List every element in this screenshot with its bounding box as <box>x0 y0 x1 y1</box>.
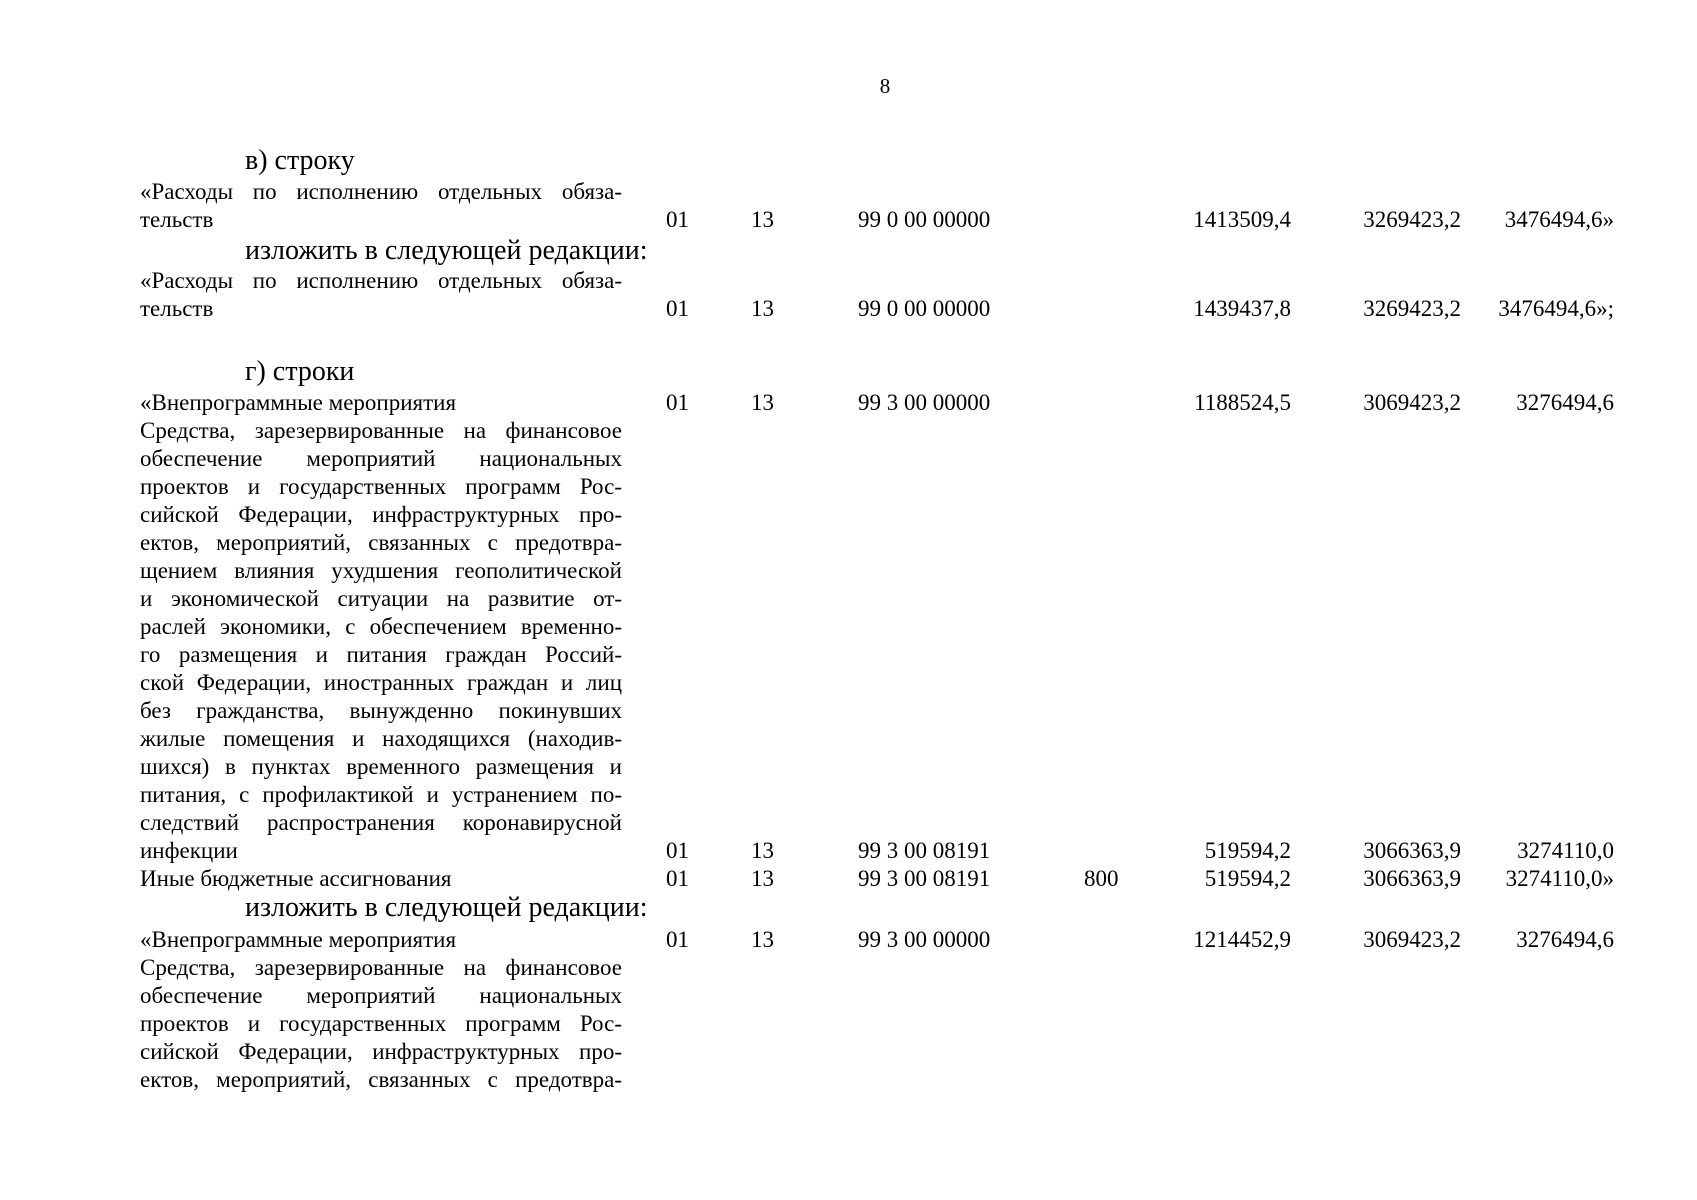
target-article-code: 99 0 00 00000 <box>858 207 991 232</box>
subsection-code: 13 <box>751 838 774 863</box>
amount-2: 3269423,2 <box>1363 207 1461 232</box>
heading-g: г) строки <box>245 356 355 387</box>
amount-2: 3069423,2 <box>1363 390 1461 415</box>
section-code: 01 <box>666 927 689 952</box>
name-line: «Расходы по исполнению отдельных обяза- <box>140 268 622 293</box>
amount-3: 3274110,0» <box>1505 866 1614 891</box>
name-line: и экономической ситуации на развитие от- <box>140 586 622 611</box>
target-article-code: 99 3 00 00000 <box>858 927 991 952</box>
name-line: «Расходы по исполнению отдельных обяза- <box>140 179 622 204</box>
amount-3: 3274110,0 <box>1517 838 1614 863</box>
section-code: 01 <box>666 838 689 863</box>
target-article-code: 99 3 00 00000 <box>858 390 991 415</box>
target-article-code: 99 3 00 08191 <box>858 838 991 863</box>
name-line: проектов и государственных программ Рос- <box>140 474 622 499</box>
name-line: тельств <box>140 296 214 321</box>
name-line: сийской Федерации, инфраструктурных про- <box>140 1039 622 1064</box>
amount-1: 519594,2 <box>1204 866 1291 891</box>
amount-3: 3276494,6 <box>1516 927 1614 952</box>
heading-v: в) строку <box>245 145 355 176</box>
amount-1: 519594,2 <box>1204 838 1291 863</box>
amount-2: 3066363,9 <box>1363 866 1461 891</box>
name-line: тельств <box>140 207 214 232</box>
replace-heading: изложить в следующей редакции: <box>245 892 648 923</box>
amount-2: 3069423,2 <box>1363 927 1461 952</box>
name-line: следствий распространения коронавирусной <box>140 810 622 835</box>
name-line: проектов и государственных программ Рос- <box>140 1011 622 1036</box>
target-article-code: 99 3 00 08191 <box>858 866 991 891</box>
amount-3: 3276494,6 <box>1516 390 1614 415</box>
name-line: раслей экономики, с обеспечением временно- <box>140 614 622 639</box>
subsection-code: 13 <box>751 927 774 952</box>
subsection-code: 13 <box>751 207 774 232</box>
replace-heading: изложить в следующей редакции: <box>245 235 648 266</box>
amount-1: 1413509,4 <box>1193 207 1291 232</box>
name-line: обеспечение мероприятий национальных <box>140 446 622 471</box>
name-line: питания, с профилактикой и устранением по- <box>140 782 622 807</box>
name-line: ектов, мероприятий, связанных с предотвра- <box>140 1067 622 1092</box>
name-line: ской Федерации, иностранных граждан и лиц <box>140 670 622 695</box>
subsection-code: 13 <box>751 296 774 321</box>
name-line: Средства, зарезервированные на финансовое <box>140 418 622 443</box>
name-line: без гражданства, вынужденно покинувших <box>140 698 622 723</box>
amount-3: 3476494,6» <box>1504 207 1614 232</box>
name-line: щением влияния ухудшения геополитической <box>140 558 622 583</box>
amount-1: 1439437,8 <box>1193 296 1291 321</box>
amount-2: 3269423,2 <box>1363 296 1461 321</box>
amount-2: 3066363,9 <box>1363 838 1461 863</box>
name-line: Средства, зарезервированные на финансовое <box>140 955 622 980</box>
name-line: шихся) в пунктах временного размещения и <box>140 754 622 779</box>
name-line: Иные бюджетные ассигнования <box>140 866 452 891</box>
name-line: «Внепрограммные мероприятия <box>140 927 457 952</box>
amount-1: 1214452,9 <box>1193 927 1291 952</box>
name-line: «Внепрограммные мероприятия <box>140 390 457 415</box>
name-line: го размещения и питания граждан Россий- <box>140 642 622 667</box>
section-code: 01 <box>666 207 689 232</box>
expense-type-code: 800 <box>1084 866 1119 891</box>
name-line: жилые помещения и находящихся (находив- <box>140 726 622 751</box>
amount-3: 3476494,6»; <box>1498 296 1614 321</box>
name-line: ектов, мероприятий, связанных с предотвра- <box>140 530 622 555</box>
section-code: 01 <box>666 866 689 891</box>
target-article-code: 99 0 00 00000 <box>858 296 991 321</box>
section-code: 01 <box>666 296 689 321</box>
section-code: 01 <box>666 390 689 415</box>
page-number: 8 <box>879 74 891 98</box>
amount-1: 1188524,5 <box>1194 390 1291 415</box>
subsection-code: 13 <box>751 866 774 891</box>
name-line: инфекции <box>140 838 238 863</box>
name-line: обеспечение мероприятий национальных <box>140 983 622 1008</box>
subsection-code: 13 <box>751 390 774 415</box>
name-line: сийской Федерации, инфраструктурных про- <box>140 502 622 527</box>
